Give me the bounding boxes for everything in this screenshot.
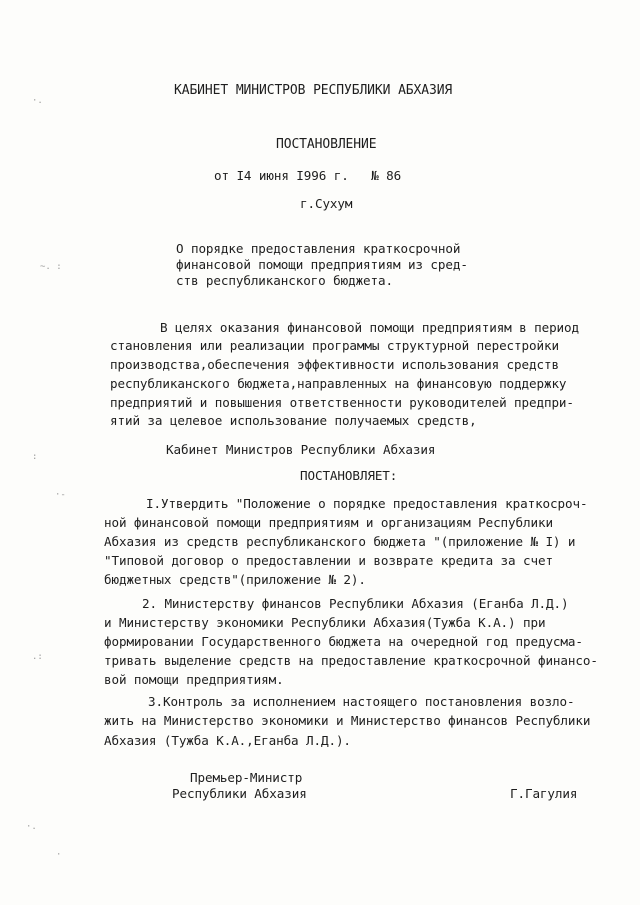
signatory-title: Премьер-Министр <box>190 770 303 785</box>
date-line: от I4 июня I996 г. № 86 <box>214 168 402 183</box>
scan-speck: ~. : <box>40 262 62 272</box>
paragraph-line: 2. Министерству финансов Республики Абхазия (Еганба Л.Д.) <box>142 596 569 611</box>
paragraph-line: предприятий и повышения ответственности руководителей предпри- <box>110 395 574 410</box>
paragraph-line: ной финансовой помощи предприятиям и организациям Республики <box>104 515 553 530</box>
paragraph-line: формировании Государственного бюджета на очередной год предусма- <box>104 634 583 649</box>
paragraph-line: республиканского бюджета,направленных на финансовую поддержку <box>110 376 567 391</box>
signatory-name: Г.Гагулия <box>510 786 578 801</box>
paragraph-line: Абхазия (Тужба К.А.,Еганба Л.Д.). <box>104 733 351 748</box>
subject-line: О порядке предоставления краткосрочной <box>176 241 461 256</box>
paragraph-line: жить на Министерство экономики и Министерство финансов Республики <box>104 713 591 728</box>
subject-line: ств республиканского бюджета. <box>176 273 393 288</box>
paragraph-line: бюджетных средств"(приложение № 2). <box>104 572 366 587</box>
scan-speck: ·. <box>26 822 37 832</box>
place: г.Сухум <box>300 196 353 211</box>
organization-heading: КАБИНЕТ МИНИСТРОВ РЕСПУБЛИКИ АБХАЗИЯ <box>174 83 453 98</box>
scan-speck: ·. <box>32 96 43 106</box>
document-type: ПОСТАНОВЛЕНИЕ <box>276 137 377 152</box>
paragraph-line: 3.Контроль за исполнением настоящего постановления возло- <box>148 694 575 709</box>
paragraph-line: I.Утвердить "Положение о порядке предоставления краткосроч- <box>146 496 588 511</box>
subject-line: финансовой помощи предприятиям из сред- <box>176 257 468 272</box>
paragraph-line: Абхазия из средств республиканского бюджета "(приложение № I) и <box>104 534 576 549</box>
paragraph-line: В целях оказания финансовой помощи предприятиям в период <box>160 320 579 335</box>
paragraph-line: ятий за целевое использование получаемых средств, <box>110 413 477 428</box>
paragraph-line: вой помощи предприятиям. <box>104 672 284 687</box>
scan-speck: : <box>32 452 38 462</box>
paragraph-line: тривать выделение средств на предоставление краткосрочной финансо- <box>104 653 598 668</box>
authority-line: Кабинет Министров Республики Абхазия <box>166 442 436 457</box>
paragraph-line: "Типовой договор о предоставлении и возврате кредита за счет <box>104 553 553 568</box>
paragraph-line: и Министерству экономики Республики Абхазия(Тужба К.А.) при <box>104 615 546 630</box>
decree-word: ПОСТАНОВЛЯЕТ: <box>300 468 398 483</box>
scan-speck: · <box>56 850 62 860</box>
signatory-title: Республики Абхазия <box>172 786 307 801</box>
paragraph-line: производства,обеспечения эффективности использования средств <box>110 357 559 372</box>
paragraph-line: становления или реализации программы структурной перестройки <box>110 338 559 353</box>
scan-speck: ·- <box>55 490 66 500</box>
scan-speck: .: <box>32 652 43 662</box>
